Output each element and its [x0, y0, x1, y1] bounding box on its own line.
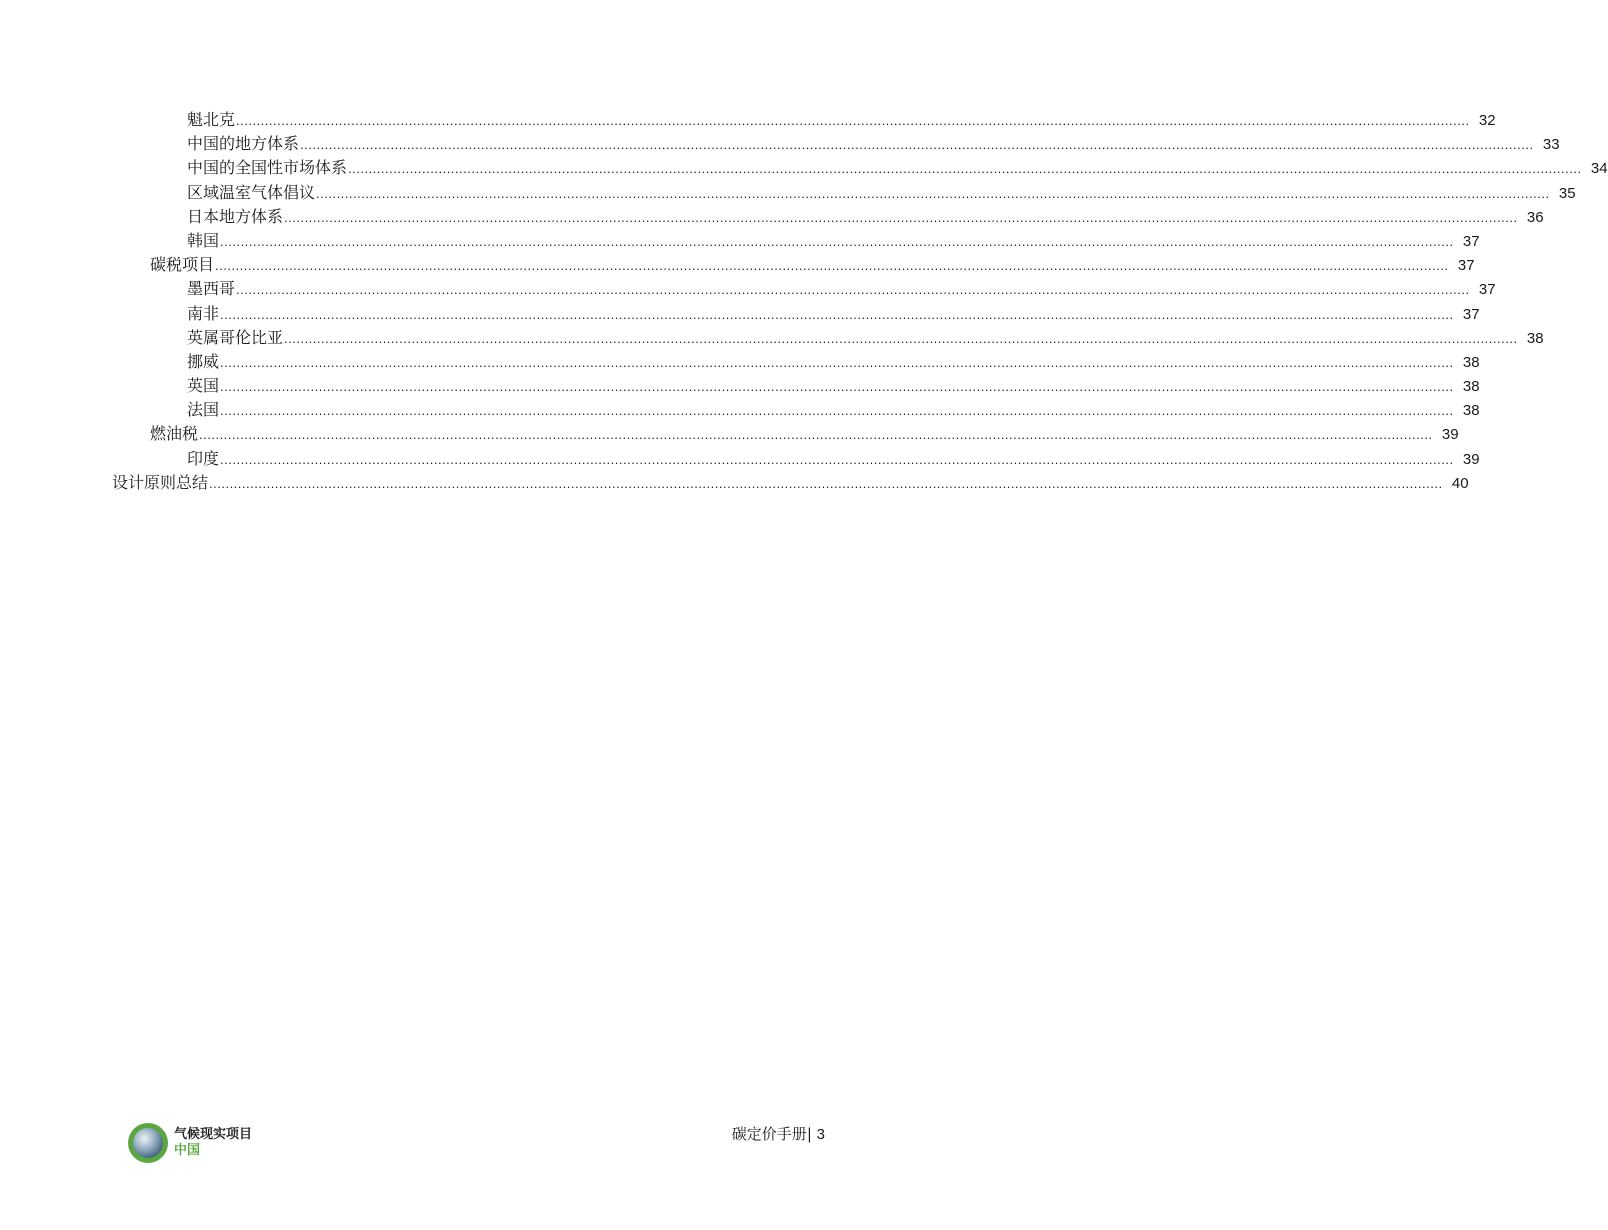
toc-page-number: 40 [1451, 474, 1469, 492]
toc-entry[interactable] [0, 156, 1608, 180]
toc-entry-title: 中国的全国性市场体系 [187, 158, 348, 178]
toc-dot-leader: ............................................................................................................................................................................................................................................................................................................ [215, 258, 1449, 274]
table-of-contents [0, 108, 1608, 495]
toc-entry-title: 碳税项目 [150, 255, 215, 275]
toc-page-number: 38 [1462, 402, 1480, 420]
toc-entry-title: 魁北克 [187, 110, 236, 129]
toc-entry[interactable] [0, 302, 1480, 326]
toc-page-number: 35 [1558, 184, 1576, 202]
toc-entry[interactable] [0, 350, 1480, 374]
toc-dot-leader: ............................................................................................................................................................................................................................................................................................................ [316, 185, 1550, 201]
toc-page-number: 38 [1462, 353, 1480, 371]
toc-entry-title: 挪威 [187, 351, 220, 371]
toc-entry-title: 法国 [187, 400, 220, 420]
toc-entry[interactable] [0, 422, 1459, 446]
toc-page-number: 32 [1478, 112, 1496, 129]
toc-page-number: 37 [1478, 281, 1496, 299]
footer-logo [128, 1120, 252, 1166]
toc-dot-leader: ............................................................................................................................................................................................................................................................................................................ [300, 137, 1534, 153]
toc-entry[interactable] [0, 205, 1544, 229]
toc-page-number: 39 [1462, 450, 1480, 468]
toc-page-number: 33 [1542, 136, 1560, 154]
toc-entry-title: 中国的地方体系 [187, 134, 300, 154]
toc-page-number: 39 [1441, 426, 1459, 444]
toc-dot-leader: ............................................................................................................................................................................................................................................................................................................ [220, 233, 1454, 249]
toc-entry[interactable] [0, 447, 1480, 471]
toc-entry-title: 韩国 [187, 230, 220, 250]
toc-dot-leader: ............................................................................................................................................................................................................................................................................................................ [220, 379, 1454, 395]
toc-entry-title: 设计原则总结 [112, 472, 209, 492]
globe-logo-icon [128, 1123, 168, 1163]
toc-page-number: 38 [1462, 378, 1480, 396]
toc-dot-leader: ............................................................................................................................................................................................................................................................................................................ [220, 306, 1454, 322]
toc-entry[interactable] [0, 277, 1496, 301]
toc-page-number: 37 [1457, 257, 1475, 275]
toc-entry-title: 英属哥伦比亚 [187, 327, 284, 347]
logo-title: 气候现实项目 [174, 1127, 253, 1142]
toc-page-number: 36 [1526, 208, 1544, 226]
toc-entry[interactable] [0, 398, 1480, 422]
toc-entry-title: 印度 [187, 448, 220, 468]
footer-separator: | [806, 1125, 812, 1143]
toc-entry-title: 南非 [187, 303, 220, 323]
toc-entry-title: 区域温室气体倡议 [187, 182, 316, 202]
toc-entry-title: 日本地方体系 [187, 206, 284, 226]
toc-dot-leader: ............................................................................................................................................................................................................................................................................................................ [209, 475, 1443, 491]
toc-dot-leader: ............................................................................................................................................................................................................................................................................................................ [284, 209, 1518, 225]
toc-dot-leader: ............................................................................................................................................................................................................................................................................................................ [284, 330, 1518, 346]
toc-entry[interactable] [0, 132, 1560, 156]
toc-entry[interactable] [0, 326, 1544, 350]
toc-page-number: 38 [1526, 329, 1544, 347]
toc-entry-title: 燃油税 [150, 424, 199, 444]
toc-dot-leader: ............................................................................................................................................................................................................................................................................................................ [220, 451, 1454, 467]
toc-dot-leader: ............................................................................................................................................................................................................................................................................................................ [236, 282, 1470, 298]
toc-page-number: 34 [1590, 160, 1608, 178]
toc-page-number: 37 [1462, 232, 1480, 250]
footer-page-label [732, 1123, 825, 1144]
toc-entry-title: 墨西哥 [187, 279, 236, 299]
toc-dot-leader: ............................................................................................................................................................................................................................................................................................................ [236, 113, 1470, 128]
toc-entry[interactable] [0, 471, 1469, 495]
toc-dot-leader: ............................................................................................................................................................................................................................................................................................................ [220, 354, 1454, 370]
toc-dot-leader: ............................................................................................................................................................................................................................................................................................................ [348, 161, 1582, 177]
toc-dot-leader: ............................................................................................................................................................................................................................................................................................................ [199, 427, 1433, 443]
toc-entry[interactable] [0, 253, 1475, 277]
toc-entry-title: 英国 [187, 376, 220, 396]
footer-page-number: 3 [816, 1126, 825, 1143]
toc-entry[interactable] [0, 181, 1576, 205]
footer-doc-title: 碳定价手册 [731, 1125, 807, 1143]
logo-subtitle: 中国 [174, 1143, 201, 1158]
toc-dot-leader: ............................................................................................................................................................................................................................................................................................................ [220, 403, 1454, 419]
toc-entry[interactable] [0, 229, 1480, 253]
toc-entry[interactable] [0, 108, 1496, 132]
toc-entry[interactable] [0, 374, 1480, 398]
toc-page-number: 37 [1462, 305, 1480, 323]
